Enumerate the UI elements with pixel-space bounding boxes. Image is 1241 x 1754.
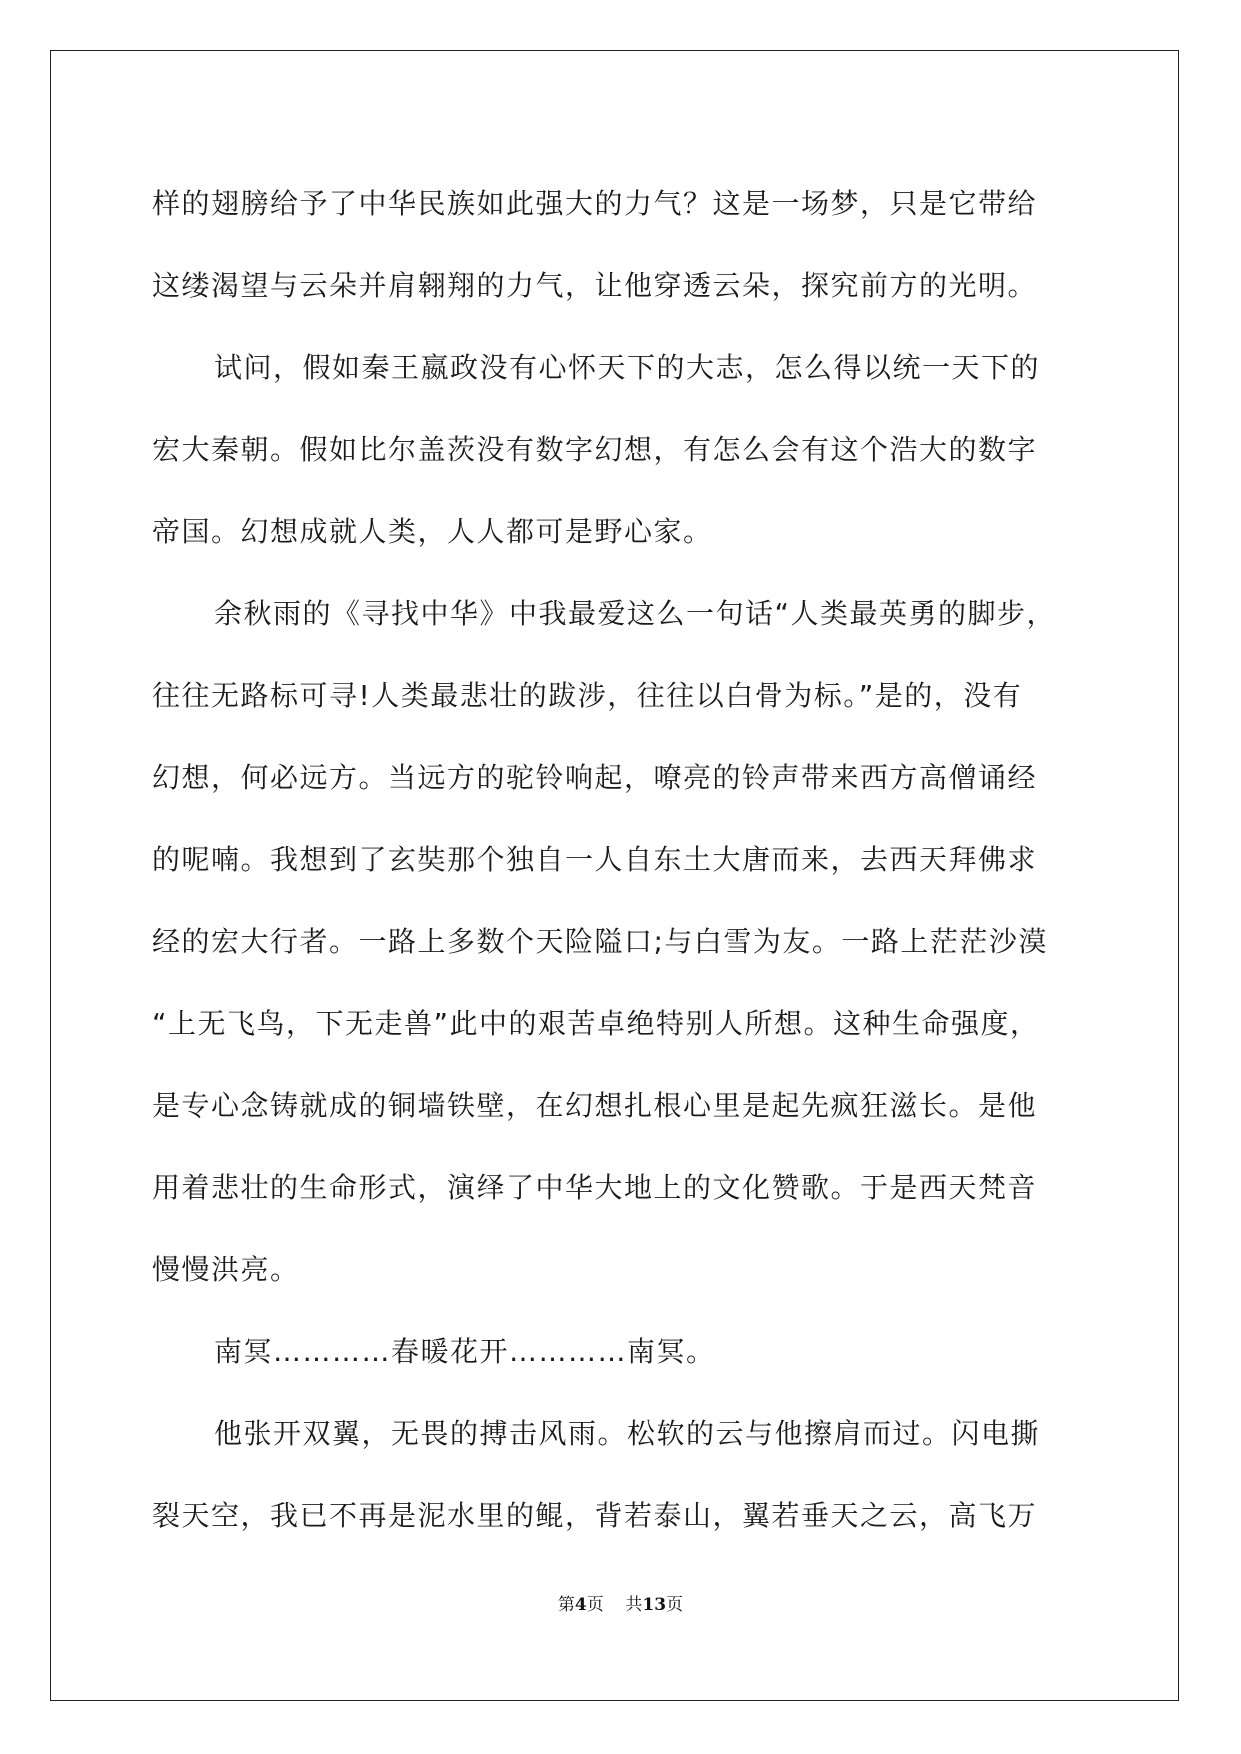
paragraph-3-cont bbox=[152, 655, 1088, 1311]
text-line: 余秋雨的《寻找中华》中我最爱这么一句话“人类最英勇的脚步， bbox=[214, 597, 1057, 630]
paragraph-2 bbox=[152, 327, 1088, 409]
text-line: 这缕渴望与云朵并肩翱翔的力气，让他穿透云朵，探究前方的光明。 bbox=[152, 269, 1038, 302]
text-line: 试问，假如秦王嬴政没有心怀天下的大志，怎么得以统一天下的 bbox=[214, 351, 1041, 384]
text-line: 是专心念铸就成的铜墙铁壁，在幻想扎根心里是起先疯狂滋长。是他 bbox=[152, 1089, 1038, 1122]
text-line: 裂天空，我已不再是泥水里的鲲，背若泰山，翼若垂天之云，高飞万 bbox=[152, 1499, 1038, 1532]
text-line: 帝国。幻想成就人类，人人都可是野心家。 bbox=[152, 515, 713, 548]
text-line: 幻想，何必远方。当远方的驼铃响起，嘹亮的铃声带来西方高僧诵经 bbox=[152, 761, 1038, 794]
text-line: 慢慢洪亮。 bbox=[152, 1253, 300, 1286]
total-pages: 13 bbox=[642, 1595, 667, 1615]
paragraph-5-cont bbox=[152, 1475, 1088, 1557]
text-line: 的呢喃。我想到了玄奘那个独自一人自东土大唐而来，去西天拜佛求 bbox=[152, 843, 1038, 876]
paragraph-1 bbox=[152, 163, 1088, 327]
text-line: 往往无路标可寻!人类最悲壮的跋涉，往往以白骨为标。”是的，没有 bbox=[152, 679, 1023, 712]
paragraph-2-cont bbox=[152, 409, 1088, 573]
text-line: 样的翅膀给予了中华民族如此强大的力气？这是一场梦，只是它带给 bbox=[152, 187, 1038, 220]
page-number: 4 bbox=[574, 1595, 587, 1615]
paragraph-5 bbox=[152, 1393, 1088, 1475]
text-line: 经的宏大行者。一路上多数个天险隘口;与白雪为友。一路上茫茫沙漠 bbox=[152, 925, 1048, 958]
paragraph-4 bbox=[152, 1311, 1088, 1393]
text-line: 用着悲壮的生命形式，演绎了中华大地上的文化赞歌。于是西天梵音 bbox=[152, 1171, 1038, 1204]
text-line: 宏大秦朝。假如比尔盖茨没有数字幻想，有怎么会有这个浩大的数字 bbox=[152, 433, 1038, 466]
total-suffix: 页 bbox=[666, 1595, 684, 1615]
document-body bbox=[152, 163, 1088, 1557]
page-footer bbox=[0, 1590, 1241, 1615]
total-prefix: 共 bbox=[625, 1595, 643, 1615]
page-suffix: 页 bbox=[586, 1595, 604, 1615]
text-line: “上无飞鸟，下无走兽”此中的艰苦卓绝特别人所想。这种生命强度， bbox=[152, 1007, 1040, 1040]
text-line: 他张开双翼，无畏的搏击风雨。松软的云与他擦肩而过。闪电撕 bbox=[214, 1417, 1041, 1450]
paragraph-3 bbox=[152, 573, 1088, 655]
page-prefix: 第 bbox=[557, 1595, 575, 1615]
text-line: 南冥…………春暖花开…………南冥。 bbox=[214, 1335, 716, 1368]
